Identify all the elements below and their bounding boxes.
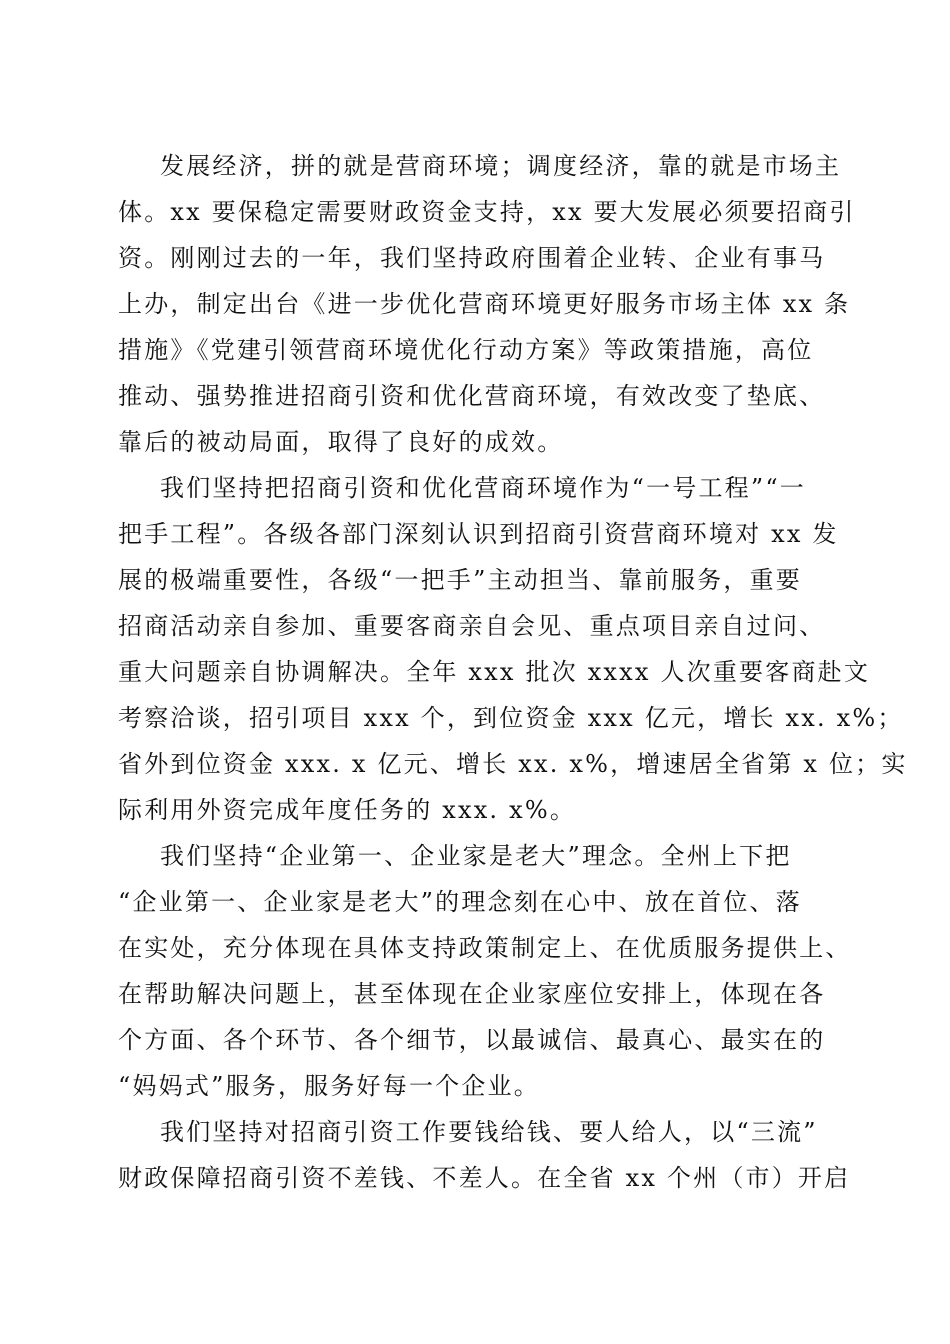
text-line: 考察洽谈，招引项目 xxx 个，到位资金 xxx 亿元，增长 xx. x%；	[118, 704, 904, 732]
text-line: 措施》《党建引领营商环境优化行动方案》等政策措施，高位	[118, 336, 814, 364]
text-line: 际利用外资完成年度任务的 xxx. x%。	[118, 796, 577, 824]
text-line: 在实处，充分体现在具体支持政策制定上、在优质服务提供上、	[118, 934, 852, 962]
paragraph-3	[118, 833, 852, 1109]
text-line: 靠后的被动局面，取得了良好的成效。	[118, 428, 564, 456]
text-line: 我们坚持对招商引资工作要钱给钱、要人给人，以“三流”	[160, 1118, 818, 1146]
text-line: 发展经济，拼的就是营商环境；调度经济，靠的就是市场主	[160, 152, 842, 180]
text-line: 推动、强势推进招商引资和优化营商环境，有效改变了垫底、	[118, 382, 826, 410]
text-line: 展的极端重要性，各级“一把手”主动担当、靠前服务，重要	[118, 566, 802, 594]
document-body	[118, 143, 908, 1201]
text-line: 把手工程”。各级各部门深刻认识到招商引资营商环境对 xx 发	[118, 520, 839, 548]
text-line: 重大问题亲自协调解决。全年 xxx 批次 xxxx 人次重要客商赴文	[118, 658, 871, 686]
text-line: 财政保障招商引资不差钱、不差人。在全省 xx 个州（市）开启	[118, 1164, 851, 1192]
paragraph-4	[118, 1109, 851, 1201]
text-line: 体。xx 要保稳定需要财政资金支持，xx 要大发展必须要招商引	[118, 198, 856, 226]
text-line: 个方面、各个环节、各个细节，以最诚信、最真心、最实在的	[118, 1026, 826, 1054]
text-line: 资。刚刚过去的一年，我们坚持政府围着企业转、企业有事马	[118, 244, 826, 272]
text-line: 省外到位资金 xxx. x 亿元、增长 xx. x%，增速居全省第 x 位；实	[118, 750, 908, 778]
text-line: “妈妈式”服务，服务好每一个企业。	[118, 1072, 540, 1100]
text-line: 我们坚持把招商引资和优化营商环境作为“一号工程”“一	[160, 474, 807, 502]
paragraph-1	[118, 143, 856, 465]
text-line: 上办，制定出台《进一步优化营商环境更好服务市场主体 xx 条	[118, 290, 851, 318]
paragraph-2	[118, 465, 908, 833]
text-line: 我们坚持“企业第一、企业家是老大”理念。全州上下把	[160, 842, 792, 870]
text-line: 招商活动亲自参加、重要客商亲自会见、重点项目亲自过问、	[118, 612, 826, 640]
text-line: 在帮助解决问题上，甚至体现在企业家座位安排上，体现在各	[118, 980, 826, 1008]
text-line: “企业第一、企业家是老大”的理念刻在心中、放在首位、落	[118, 888, 802, 916]
